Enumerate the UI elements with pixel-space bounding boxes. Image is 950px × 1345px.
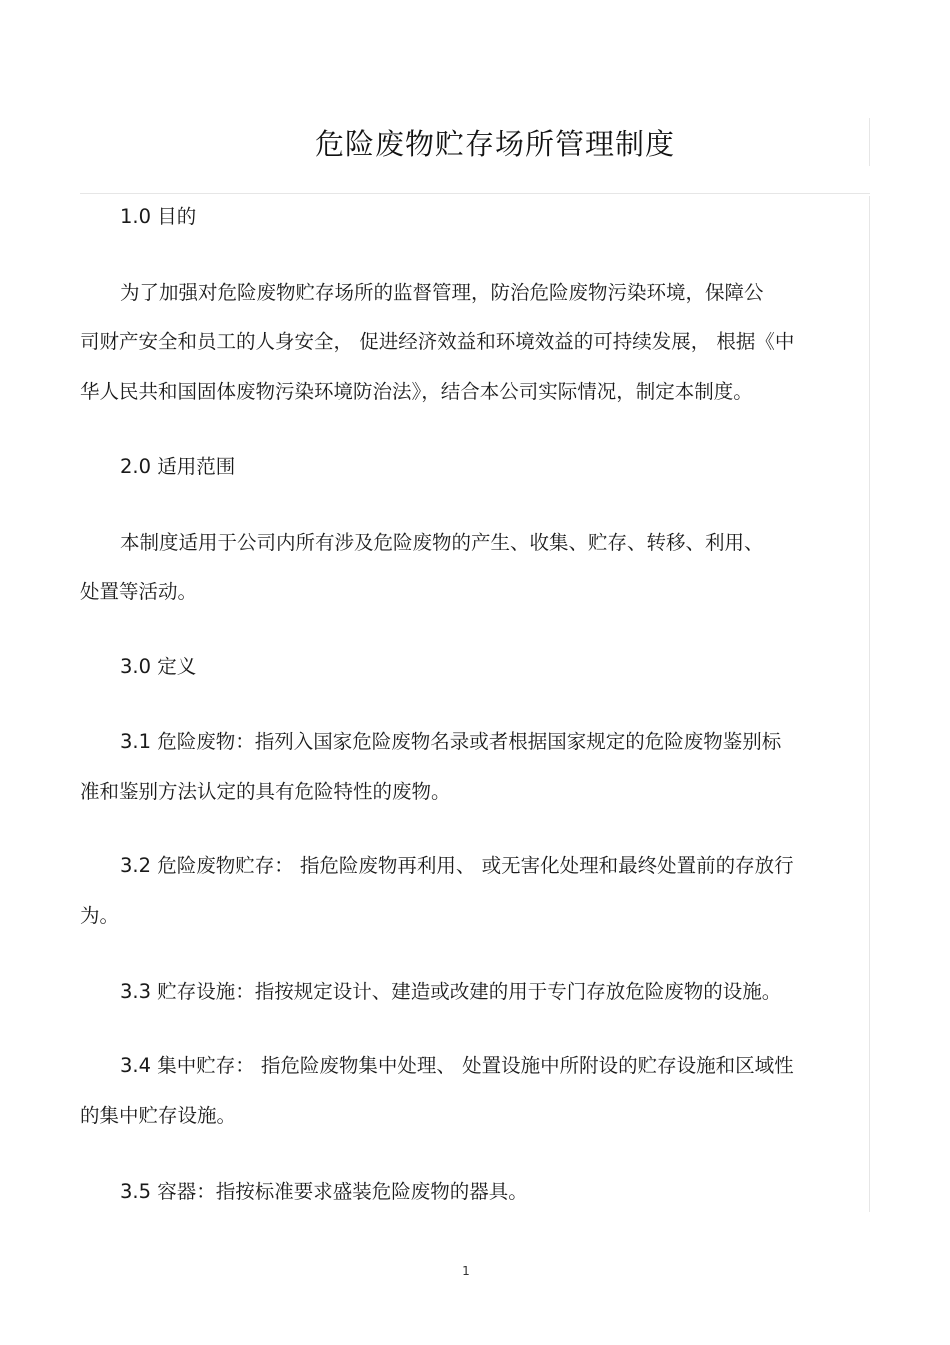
definition-line: 3.5 容器：指按标准要求盛装危险废物的器具。 [120,1180,528,1203]
paragraph-line: 为了加强对危险废物贮存场所的监督管理，防治危险废物污染环境，保障公 [120,281,764,304]
paragraph-line: 司财产安全和员工的人身安全， 促进经济效益和环境效益的可持续发展， 根据《中 [80,330,795,353]
document-title: 危险废物贮存场所管理制度 [314,127,675,161]
definition-line: 3.4 集中贮存： 指危险废物集中处理、 处置设施中所附设的贮存设施和区域性 [120,1054,794,1077]
definition-line: 为。 [80,904,120,927]
section-heading-purpose: 1.0 目的 [120,205,197,228]
paragraph-line: 本制度适用于公司内所有涉及危险废物的产生、收集、贮存、转移、利用、 [120,531,764,554]
header-vertical-divider [869,118,870,166]
paragraph-line: 华人民共和国固体废物污染环境防治法》，结合本公司实际情况，制定本制度。 [80,380,753,403]
definition-line: 3.3 贮存设施：指按规定设计、建造或改建的用于专门存放危险废物的设施。 [120,980,782,1003]
definition-line: 准和鉴别方法认定的具有危险特性的废物。 [80,780,451,803]
page-number: 1 [462,1264,470,1278]
paragraph-line: 处置等活动。 [80,580,198,603]
definition-line: 3.2 危险废物贮存： 指危险废物再利用、 或无害化处理和最终处置前的存放行 [120,854,794,877]
right-margin-divider [869,196,870,1212]
definition-line: 的集中贮存设施。 [80,1104,237,1127]
section-heading-definitions: 3.0 定义 [120,655,197,678]
definition-line: 3.1 危险废物：指列入国家危险废物名录或者根据国家规定的危险废物鉴别标 [120,730,782,753]
header-divider [80,193,870,194]
section-heading-scope: 2.0 适用范围 [120,455,236,478]
